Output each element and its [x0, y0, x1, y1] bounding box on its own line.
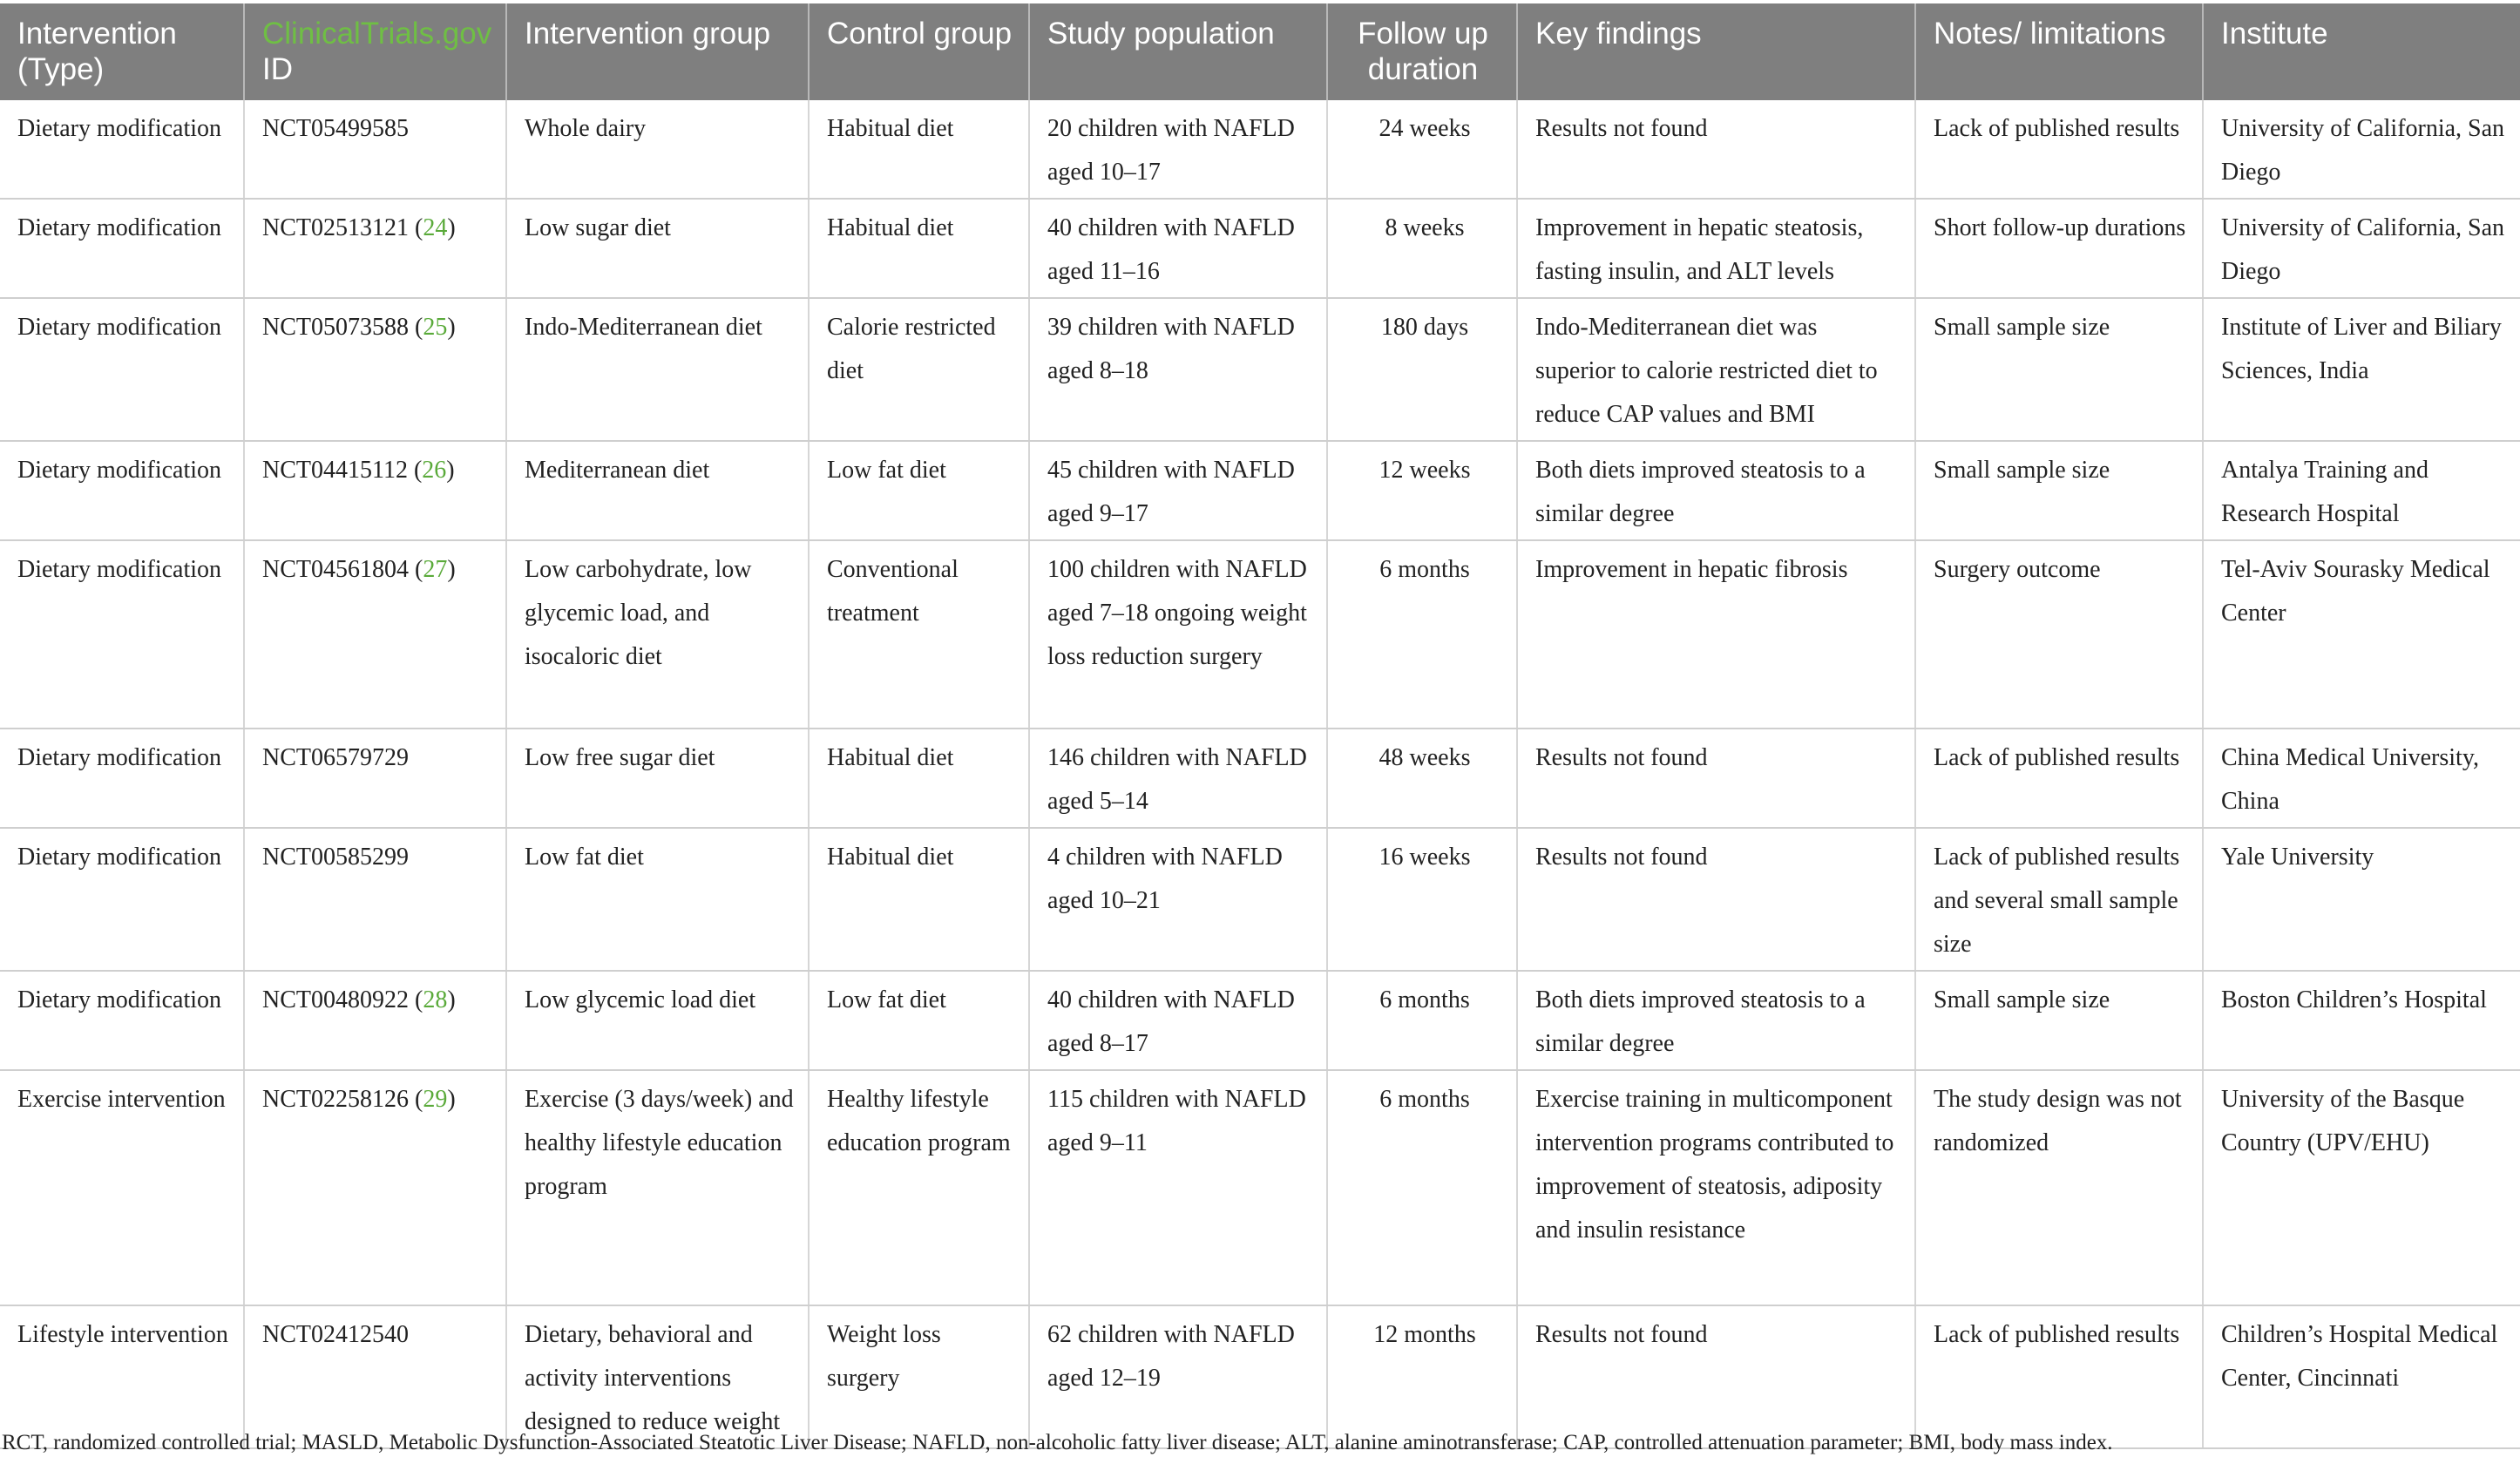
cell-study-population: 115 children with NAFLD aged 9–11: [1029, 1070, 1327, 1305]
table-row: [0, 729, 2520, 828]
cell-follow-up-duration: 12 months: [1327, 1305, 1517, 1448]
header-intervention-group: Intervention group: [506, 3, 809, 100]
cell-intervention-type: Dietary modification: [0, 729, 244, 828]
header-row: [0, 3, 2520, 100]
cell-trial-id: [244, 828, 506, 971]
trial-id-text: NCT00585299: [262, 844, 409, 871]
cell-institute: Institute of Liver and Biliary Sciences, India: [2203, 298, 2520, 441]
table-body: [0, 100, 2520, 1448]
table-row: [0, 298, 2520, 441]
trial-id-text: NCT04415112: [262, 457, 408, 484]
cell-follow-up-duration: 6 months: [1327, 1070, 1517, 1305]
reference-link[interactable]: 28: [423, 986, 448, 1013]
header-trial-id: [244, 3, 506, 100]
cell-trial-id: [244, 100, 506, 199]
cell-trial-id: [244, 1305, 506, 1448]
cell-key-findings: Indo-Mediterranean diet was superior to calorie restricted diet to reduce CAP values and BMI: [1517, 298, 1915, 441]
cell-intervention-group: Low free sugar diet: [506, 729, 809, 828]
cell-intervention-type: Dietary modification: [0, 540, 244, 729]
cell-study-population: 4 children with NAFLD aged 10–21: [1029, 828, 1327, 971]
cell-key-findings: Both diets improved steatosis to a similar degree: [1517, 441, 1915, 540]
reference-link[interactable]: 29: [423, 1086, 448, 1113]
cell-trial-id: NCT02258126 (29): [244, 1070, 506, 1305]
cell-notes-limitations: Lack of published results: [1915, 100, 2203, 199]
cell-control-group: Healthy lifestyle education program: [809, 1070, 1029, 1305]
trial-id-text: NCT05073588: [262, 314, 409, 341]
header-follow-up-duration: Follow up duration: [1327, 3, 1517, 100]
trials-table: [0, 3, 2520, 1449]
cell-study-population: 39 children with NAFLD aged 8–18: [1029, 298, 1327, 441]
reference-link[interactable]: 25: [423, 314, 448, 341]
cell-study-population: 146 children with NAFLD aged 5–14: [1029, 729, 1327, 828]
cell-study-population: 40 children with NAFLD aged 8–17: [1029, 971, 1327, 1070]
cell-study-population: 20 children with NAFLD aged 10–17: [1029, 100, 1327, 199]
cell-intervention-type: Dietary modification: [0, 441, 244, 540]
cell-intervention-group: Dietary, behavioral and activity interventions designed to reduce weight: [506, 1305, 809, 1448]
cell-intervention-type: Dietary modification: [0, 971, 244, 1070]
cell-control-group: Habitual diet: [809, 199, 1029, 298]
cell-trial-id: [244, 729, 506, 828]
cell-intervention-group: Low carbohydrate, low glycemic load, and isocaloric diet: [506, 540, 809, 729]
cell-follow-up-duration: 6 months: [1327, 971, 1517, 1070]
trial-id-text: NCT04561804: [262, 556, 409, 583]
cell-trial-id: NCT04561804 (27): [244, 540, 506, 729]
table-footnote: RCT, randomized controlled trial; MASLD, Metabolic Dysfunction-Associated Steatotic Liver Disease; NAFLD, non-alcoholic fatty liver disease; ALT, alanine aminotransferase; CAP, controlled attenuation parameter; BMI, body mass index.: [2, 1431, 2113, 1454]
cell-control-group: Habitual diet: [809, 729, 1029, 828]
cell-trial-id: NCT02513121 (24): [244, 199, 506, 298]
cell-control-group: Conventional treatment: [809, 540, 1029, 729]
cell-trial-id: NCT04415112 (26): [244, 441, 506, 540]
reference-link[interactable]: 24: [423, 214, 448, 241]
cell-intervention-group: Low fat diet: [506, 828, 809, 971]
cell-institute: Yale University: [2203, 828, 2520, 971]
header-intervention-type: Intervention (Type): [0, 3, 244, 100]
header-notes-limitations: Notes/ limitations: [1915, 3, 2203, 100]
cell-intervention-type: Dietary modification: [0, 828, 244, 971]
cell-notes-limitations: Surgery outcome: [1915, 540, 2203, 729]
header-id-suffix: ID: [262, 52, 293, 86]
header-key-findings: Key findings: [1517, 3, 1915, 100]
reference-link[interactable]: 27: [423, 556, 448, 583]
cell-intervention-type: Exercise intervention: [0, 1070, 244, 1305]
cell-follow-up-duration: 24 weeks: [1327, 100, 1517, 199]
cell-institute: University of the Basque Country (UPV/EHU): [2203, 1070, 2520, 1305]
trial-id-text: NCT00480922: [262, 986, 409, 1013]
cell-intervention-type: Dietary modification: [0, 199, 244, 298]
cell-intervention-group: Indo-Mediterranean diet: [506, 298, 809, 441]
cell-notes-limitations: Lack of published results: [1915, 729, 2203, 828]
cell-control-group: Low fat diet: [809, 441, 1029, 540]
cell-institute: Tel-Aviv Sourasky Medical Center: [2203, 540, 2520, 729]
cell-intervention-type: Lifestyle intervention: [0, 1305, 244, 1448]
header-control-group: Control group: [809, 3, 1029, 100]
cell-follow-up-duration: 6 months: [1327, 540, 1517, 729]
cell-intervention-group: Mediterranean diet: [506, 441, 809, 540]
trial-id-text: NCT02412540: [262, 1321, 409, 1348]
table-row: [0, 1070, 2520, 1305]
cell-key-findings: Both diets improved steatosis to a similar degree: [1517, 971, 1915, 1070]
cell-notes-limitations: Lack of published results: [1915, 1305, 2203, 1448]
table-row: [0, 971, 2520, 1070]
clinicaltrials-link[interactable]: ClinicalTrials.gov: [262, 17, 492, 51]
cell-intervention-type: Dietary modification: [0, 100, 244, 199]
cell-follow-up-duration: 16 weeks: [1327, 828, 1517, 971]
cell-key-findings: Results not found: [1517, 1305, 1915, 1448]
cell-intervention-group: Whole dairy: [506, 100, 809, 199]
cell-follow-up-duration: 12 weeks: [1327, 441, 1517, 540]
reference-link[interactable]: 26: [422, 457, 447, 484]
trial-id-text: NCT06579729: [262, 744, 409, 771]
cell-control-group: Calorie restricted diet: [809, 298, 1029, 441]
cell-control-group: Habitual diet: [809, 100, 1029, 199]
cell-notes-limitations: Small sample size: [1915, 441, 2203, 540]
cell-follow-up-duration: 8 weeks: [1327, 199, 1517, 298]
trial-id-text: NCT02258126: [262, 1086, 409, 1113]
trial-id-text: NCT05499585: [262, 115, 409, 142]
cell-key-findings: Results not found: [1517, 828, 1915, 971]
cell-control-group: Habitual diet: [809, 828, 1029, 971]
table-row: [0, 441, 2520, 540]
trial-id-text: NCT02513121: [262, 214, 409, 241]
cell-institute: Antalya Training and Research Hospital: [2203, 441, 2520, 540]
table-row: [0, 1305, 2520, 1448]
cell-intervention-group: Low glycemic load diet: [506, 971, 809, 1070]
cell-notes-limitations: Lack of published results and several small sample size: [1915, 828, 2203, 971]
header-study-population: Study population: [1029, 3, 1327, 100]
cell-study-population: 45 children with NAFLD aged 9–17: [1029, 441, 1327, 540]
cell-institute: Boston Children’s Hospital: [2203, 971, 2520, 1070]
table-row: [0, 828, 2520, 971]
cell-notes-limitations: Short follow-up durations: [1915, 199, 2203, 298]
cell-intervention-group: Low sugar diet: [506, 199, 809, 298]
cell-institute: University of California, San Diego: [2203, 100, 2520, 199]
cell-institute: University of California, San Diego: [2203, 199, 2520, 298]
cell-key-findings: Exercise training in multicomponent intervention programs contributed to improvement of steatosis, adiposity and insulin resistance: [1517, 1070, 1915, 1305]
cell-key-findings: Results not found: [1517, 100, 1915, 199]
cell-key-findings: Improvement in hepatic fibrosis: [1517, 540, 1915, 729]
cell-intervention-type: Dietary modification: [0, 298, 244, 441]
header-institute: Institute: [2203, 3, 2520, 100]
cell-follow-up-duration: 180 days: [1327, 298, 1517, 441]
cell-control-group: Low fat diet: [809, 971, 1029, 1070]
cell-notes-limitations: The study design was not randomized: [1915, 1070, 2203, 1305]
cell-study-population: 100 children with NAFLD aged 7–18 ongoing weight loss reduction surgery: [1029, 540, 1327, 729]
cell-institute: China Medical University, China: [2203, 729, 2520, 828]
cell-study-population: 40 children with NAFLD aged 11–16: [1029, 199, 1327, 298]
table-row: [0, 199, 2520, 298]
cell-control-group: Weight loss surgery: [809, 1305, 1029, 1448]
cell-key-findings: Results not found: [1517, 729, 1915, 828]
cell-trial-id: NCT00480922 (28): [244, 971, 506, 1070]
cell-key-findings: Improvement in hepatic steatosis, fasting insulin, and ALT levels: [1517, 199, 1915, 298]
cell-study-population: 62 children with NAFLD aged 12–19: [1029, 1305, 1327, 1448]
cell-trial-id: NCT05073588 (25): [244, 298, 506, 441]
cell-notes-limitations: Small sample size: [1915, 298, 2203, 441]
cell-notes-limitations: Small sample size: [1915, 971, 2203, 1070]
cell-intervention-group: Exercise (3 days/week) and healthy lifestyle education program: [506, 1070, 809, 1305]
cell-institute: Children’s Hospital Medical Center, Cincinnati: [2203, 1305, 2520, 1448]
table-row: [0, 540, 2520, 729]
table-row: [0, 100, 2520, 199]
cell-follow-up-duration: 48 weeks: [1327, 729, 1517, 828]
